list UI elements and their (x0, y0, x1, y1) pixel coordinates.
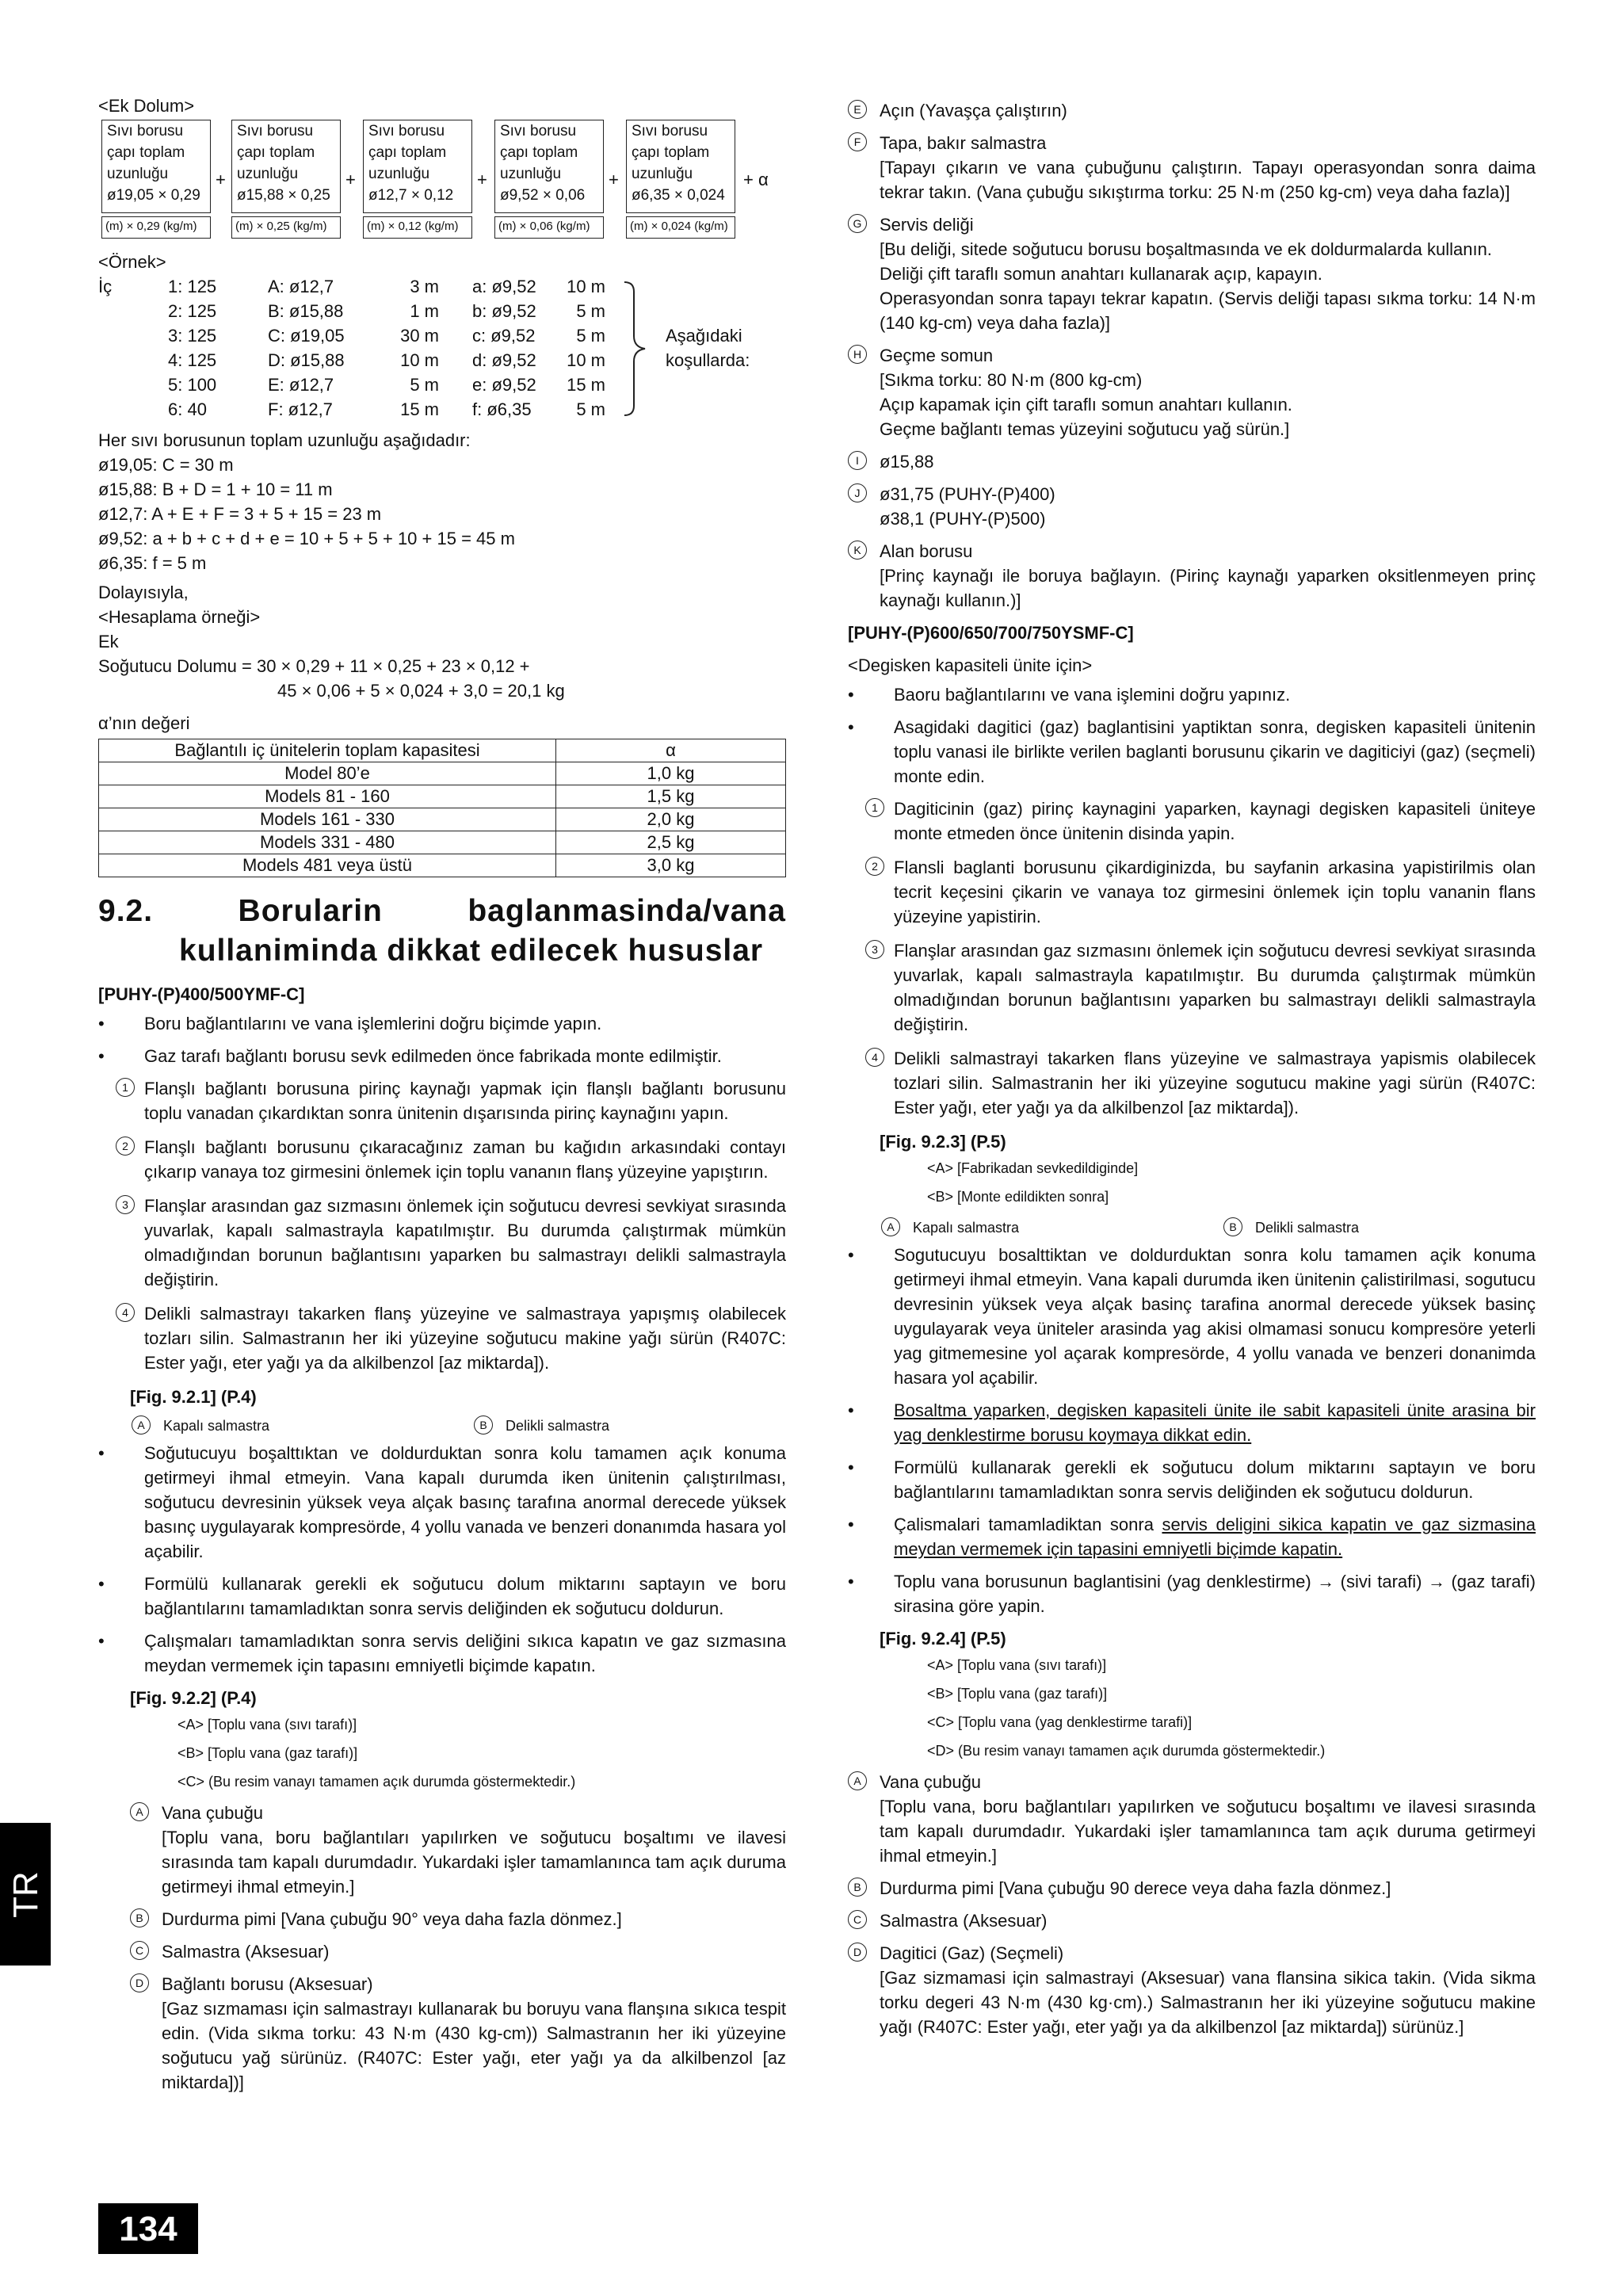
list-item: 1 Dagiticinin (gaz) pirinç kaynagini yaparken, kaynagi degisken kapasiteli üniteye monte etmeden önce ünitenin disinda yapin. (848, 797, 1536, 846)
ek-box-2: Sıvı borusu çapı toplam uzunluğu ø15,88 × 0,25 (231, 120, 341, 213)
ek-box-3: Sıvı borusu çapı toplam uzunluğu ø12,7 × 0,12 (363, 120, 472, 213)
ornek-heading: <Örnek> (98, 252, 166, 272)
list-item: 3 Flanşlar arasından gaz sızmasını önlemek için soğutucu devresi sevkiyat sırasında yuvarlak, kapalı salmastrayla kapatılmıştır. Bu durumda çalıştırmak mümkün olmadığından borunun bağlantısını yaparken bu salmastrayı delikli salmastrayla değiştirin. (848, 938, 1536, 1037)
list-item: • Baoru bağlantılarını ve vana işlemini doğru yapınız. (848, 682, 1536, 707)
ek-dolum-formula: Sıvı borusu çapı toplam uzunluğu ø19,05 × 0,29 (m) × 0,29 (kg/m) + Sıvı borusu çapı toplam uzunluğu ø15,88 × 0,25 (m) × 0,25 (kg/m) + Sıvı borusu çapı toplam uzunluğu ø12,7 × 0,12 (m) × 0,12 (kg/m) + Sıvı borusu çapı toplam uzunluğu ø9,52 × 0,06 (m) × 0,06 (kg/m) + Sıvı borusu çapı toplam uzunluğu ø6,35 × 0,024 (m) × 0,024 (kg/m) + α (98, 120, 786, 239)
key-item: J ø31,75 (PUHY-(P)400) ø38,1 (PUHY-(P)500) (848, 482, 1536, 531)
fig-legend: A Kapalı salmastra B Delikli salmastra (848, 1211, 1536, 1238)
list-item: • Çalismalari tamamladiktan sonra servis deligini sikica kapatin ve gaz sizmasina meydan vermemek için tapasini emniyetli biçimde kapatin. (848, 1512, 1536, 1561)
key-item: H Geçme somun [Sıkma torku: 80 N·m (800 kg-cm) Açıp kapamak için çift taraflı somun anahtarı kullanın. Geçme bağlantı temas yüzeyini soğutucu yağ sürün.] (848, 343, 1536, 441)
alpha-table: Bağlantılı iç ünitelerin toplam kapasitesi α Model 80’e 1,0 kg Models 81 - 160 1,5 kg Models 161 - 330 2,0 kg Models 331 - 480 2,5 kg Models 481 veya üstü 3,0 kg (98, 739, 786, 877)
list-item: • Asagidaki dagitici (gaz) baglantisini yaptiktan sonra, degisken kapasiteli ünitenin toplu vanasi ile birlikte verilen baglanti borusunu çikarin ve dagiticiyi (gaz) (seçmeli) monte edin. (848, 715, 1536, 789)
right-column: E Açın (Yavaşça çalıştırın) F Tapa, bakır salmastra [Tapayı çıkarın ve vana çubuğunu çalıştırın. Tapayı operasyondan sonra daima tekrar takın. (Vana çubuğu sıkıştırma torku: 25 N·m (250 kg-cm) veya daha fazla)] G Servis deliği [Bu deliği, sitede soğutucu borusu boşaltmasında ve ek doldurmalarda kullanın. Deliği çift taraflı somun anahtarı kullanarak açıp, kapayın. Operasyondan sonra tapayı tekrar kapatın. (Servis deliği tapası sıkma torku: 14 N·m (140 kg-cm) veya daha fazla)] H Geçme somun [Sıkma torku: 80 N·m (800 kg-cm) Açıp kapamak için çift taraflı somun anahtarı kullanın. Geçme bağlantı temas yüzeyini soğutucu yağ sürün.] I ø15,88 J ø31,75 (PUHY-(P)400) ø38,1 (PUHY-(P)500) K Alan borusu [Prinç kaynağı ile boruya bağlayın. (Pirinç kaynağı yaparken oksitlenmeyen prinç kaynağı kullanın.)] [PUHY-(P)600/650/700/750YSMF-C] <Degisken kapasiteli ünite için> • Baoru bağlantılarını ve vana işlemini doğru yapınız. • Asagidaki dagitici (gaz) baglantisini yaptiktan sonra, degisken kapasiteli ünitenin toplu vanasi ile birlikte verilen baglanti borusunu çikarin ve dagiticiyi (gaz) (seçmeli) monte edin. 1 Dagiticinin (gaz) pirinç kaynagini yaparken, kaynagi degisken kapasiteli üniteye monte etmeden önce ünitenin disinda yapin. 2 Flansli baglanti borusunu çikardiginizda, bu sayfanin arkasina yapistirilmis olan tecrit keçesini çikarin ve vanaya toz girmesini önlemek için toplu vananin flans yüzeyine yapistirin. 3 Flanşlar arasından gaz sızmasını önlemek için soğutucu devresi sevkiyat sırasında yuvarlak, kapalı salmastrayla kapatılmıştır. Bu durumda çalıştırmak mümkün olmadığından borunun bağlantısını yaparken bu salmastrayı delikli salmastrayla değiştirin. 4 Delikli salmastrayi takarken flans yüzeyine ve salmastraya yapismis olabilecek tozlari silin. Salmastranin her iki yüzeyine sogutucu makine yagi sürün (R407C: Ester yağı, eter yağı ya da alkilbenzol [az miktarda]). [Fig. 9.2.3] (P.5) <A> [Fabrikadan sevkedildiginde] <B> [Monte edildikten sonra] A Kapalı salmastra B Delikli salmastra • Sogutucuyu bosalttiktan ve doldurduktan sonra kolu tamamen açik konuma getirmeyi ihmal etmeyin. Vana kapali durumda iken ünitenin çalistirilmasi, sogutucu devresinin yüksek veya alçak basinç tarafina anormal derecede yüksek basinç uygulayarak veya üniteler arasinda yag akisi olmamasi sonucu kompresöre yeterli yag gitmemesine yol açarak kompresörde, 4 yollu vanada ve benzeri donanimda hasara yol açabilir. • Bosaltma yaparken, degisken kapasiteli ünite ile sabit kapasiteli ünite arasina bir yag denklestirme borusu koymaya dikkat edin. • Formülü kullanarak gerekli ek soğutucu dolum miktarını saptayın ve boru bağlantılarını tamamladıktan sonra servis deliğinden ek soğutucu doldurun. • Çalismalari tamamladiktan sonra servis deligini sikica kapatin ve gaz sizmasina meydan vermemek için tapasini emniyetli biçimde kapatin. • Toplu vana borusunun baglantisini (yag denklestirme) → (sivi tarafi) → (gaz tarafi) sirasina göre yapin. [Fig. 9.2.4] (P.5) <A> [Toplu vana (sıvı tarafı)] <B> [Toplu vana (gaz tarafı)] <C> [Toplu vana (yag denklestirme tarafi)] <D> (Bu resim vanayı tamamen açık durumda göstermektedir.) A Vana çubuğu [Toplu vana, boru bağlantıları yapılırken ve soğutucu boşaltımı ve ilavesi sırasında tam kapalı durumdadır. Yukardaki işler tamamlanınca tam açık duruma getirmeyi ihmal etmeyin.] B Durdurma pimi [Vana çubuğu 90 derece veya daha fazla dönmez.] C Salmastra (Aksesuar) D Dagitici (Gaz) (Seçmeli) [Gaz sizmamasi için salmastrayi (Aksesuar) vana flansina sikica takin. (Vida sikma torku degeri 43 N·m (430 kg·cm).) Salmastranın her iki yüzeyine soğutucu makine yağı (R407C: Ester yağı, eter yağı ya da alkilbenzol [az miktarda]) sürünüz.] (848, 94, 1536, 2047)
key-item: K Alan borusu [Prinç kaynağı ile boruya bağlayın. (Pirinç kaynağı yaparken oksitlenmeyen prinç kaynağı kullanın.)] (848, 539, 1536, 613)
ek-box-1: Sıvı borusu çapı toplam uzunluğu ø19,05 × 0,29 (101, 120, 211, 213)
key-item: F Tapa, bakır salmastra [Tapayı çıkarın ve vana çubuğunu çalıştırın. Tapayı operasyondan sonra daima tekrar takın. (Vana çubuğu sıkıştırma torku: 25 N·m (250 kg-cm) veya daha fazla)] (848, 131, 1536, 204)
ek-unit-1: (m) × 0,29 (kg/m) (101, 216, 211, 239)
list-item: 4 Delikli salmastrayi takarken flans yüzeyine ve salmastraya yapismis olabilecek tozlari silin. Salmastranin her iki yüzeyine sogutucu makine yagi sürün (R407C: Ester yağı, eter yağı ya da alkilbenzol [az miktarda]). (848, 1046, 1536, 1120)
ek-box-4: Sıvı borusu çapı toplam uzunluğu ø9,52 × 0,06 (494, 120, 604, 213)
key-item: B Durdurma pimi [Vana çubuğu 90 derece veya daha fazla dönmez.] (848, 1876, 1536, 1901)
fig-ref: [Fig. 9.2.3] (P.5) (880, 1132, 1006, 1152)
list-item: 3 Flanşlar arasından gaz sızmasını önlemek için soğutucu devresi sevkiyat sırasında yuvarlak, kapalı salmastrayla kapatılmıştır. Bu durumda çalıştırmak mümkün olmadığından borunun bağlantısını yaparken bu salmastrayı delikli salmastrayla değiştirin. (98, 1194, 786, 1292)
fig-legend: A Kapalı salmastra B Delikli salmastra (98, 1409, 786, 1436)
list-item: • Boru bağlantılarını ve vana işlemlerini doğru biçimde yapın. (98, 1011, 786, 1036)
key-item: B Durdurma pimi [Vana çubuğu 90° veya daha fazla dönmez.] (130, 1907, 786, 1931)
list-item: 1 Flanşlı bağlantı borusuna pirinç kaynağı yapmak için flanşlı bağlantı borusunu toplu vanadan çıkardıktan sonra ünitenin dışarısında pirinç kaynağını yapın. (98, 1076, 786, 1125)
left-column: <Ek Dolum> Sıvı borusu çapı toplam uzunluğu ø19,05 × 0,29 (m) × 0,29 (kg/m) + Sıvı borusu çapı toplam uzunluğu ø15,88 × 0,25 (m) × 0,25 (kg/m) + Sıvı borusu çapı toplam uzunluğu ø12,7 × 0,12 (m) × 0,12 (kg/m) + Sıvı borusu çapı toplam uzunluğu ø9,52 × 0,06 (m) × 0,06 (kg/m) + Sıvı borusu çapı toplam uzunluğu ø6,35 × 0,024 (m) × 0,024 (kg/m) + α <Örnek> İç 1: 125 A: ø12,7 3 m a: ø9,52 10 m 2: 125 B: ø15,88 1 m b: ø9,52 5 m 3: 125 C: ø19,05 30 m c: ø9,52 5 m 4: 125 D: ø15,88 10 m d: ø9,52 10 m 5: 100 E: ø12,7 5 m e: ø9,52 15 m 6: 40 F: ø12,7 15 m f: ø6,35 5 m Aşağıdaki koşullarda: Her sıvı borusunun toplam uzunluğu aşağıdadır: ø19,05: C = 30 m ø15,88: B + D = 1 + 10 = 11 m ø12,7: A + E + F = 3 + 5 + 15 = 23 m ø9,52: a + b + c + d + e = 10 + 5 + 5 + 10 + 15 = 45 m ø6,35: f = 5 m Dolayısıyla, <Hesaplama örneği> Ek Soğutucu Dolumu = 30 × 0,29 + 11 × 0,25 + 23 × 0,12 + 45 × 0,06 + 5 × 0,024 + 3,0 = 20,1 kg α’nın değeri Bağlantılı iç ünitelerin toplam kapasitesi α Model 80’e 1,0 kg Models 81 - 160 1,5 kg Models 161 - 330 2,0 kg Models 331 - 480 2,5 kg Models 481 veya üstü 3,0 kg 9.2. Borularin baglanmasinda/vana kullaniminda dikkat edilecek hususlar [PUHY-(P)400/500YMF-C] • Boru bağlantılarını ve vana işlemlerini doğru biçimde yapın. • Gaz tarafı bağlantı borusu sevk edilmeden önce fabrikada monte edilmiştir. 1 Flanşlı bağlantı borusuna pirinç kaynağı yapmak için flanşlı bağlantı borusunu toplu vanadan çıkardıktan sonra ünitenin dışarısında pirinç kaynağını yapın. 2 Flanşlı bağlantı borusunu çıkaracağınız zaman bu kağıdın arkasındaki contayı çıkarıp vanaya toz girmesini önlemek için toplu vananın flanş yüzeyine yapıştırın. 3 Flanşlar arasından gaz sızmasını önlemek için soğutucu devresi sevkiyat sırasında yuvarlak, kapalı salmastrayla kapatılmıştır. Bu durumda çalıştırmak mümkün olmadığından borunun bağlantısını yaparken bu salmastrayı delikli salmastrayla değiştirin. 4 Delikli salmastrayı takarken flanş yüzeyine ve salmastraya yapışmış olabilecek tozları silin. Salmastranın her iki yüzeyine soğutucu makine yağı sürün (R407C: Ester yağı, eter yağı ya da alkilbenzol [az miktarda]). [Fig. 9.2.1] (P.4) A Kapalı salmastra B Delikli salmastra • Soğutucuyu boşalttıktan ve doldurduktan sonra kolu tamamen açık konuma getirmeyi ihmal etmeyin. Vana kapalı durumda iken ünitenin çalıştırılması, soğutucu devresinin yüksek veya alçak basınç tarafına anormal derecede yüksek basınç uygulayarak kompresörde, 4 yollu vanada ve benzeri donanımda hasara yol açabilir. • Formülü kullanarak gerekli ek soğutucu dolum miktarını saptayın ve boru bağlantılarını tamamladıktan sonra servis deliğinden ek soğutucu doldurun. • Çalışmaları tamamladıktan sonra servis deliğini sıkıca kapatın ve gaz sızmasına meydan vermemek için tapasını emniyetli biçimde kapatın. [Fig. 9.2.2] (P.4) <A> [Toplu vana (sıvı tarafı)] <B> [Toplu vana (gaz tarafı)] <C> (Bu resim vanayı tamamen açık durumda göstermektedir.) A Vana çubuğu [Toplu vana, boru bağlantıları yapılırken ve soğutucu boşaltımı ve ilavesi sırasında tam kapalı durumdadır. Yukardaki işler tamamlanınca tam açık duruma getirmeyi ihmal etmeyin.] B Durdurma pimi [Vana çubuğu 90° veya daha fazla dönmez.] C Salmastra (Aksesuar) D Bağlantı borusu (Aksesuar) [Gaz sızmaması için salmastrayı kullanarak bu boruyu vana flanşına sıkıca tespit edin. (Vida sıkma torku: 43 N·m (430 kg-cm)) Salmastranın her iki yüzeyine soğutucu yağ sürünüz. (R407C: Ester yağı, eter yağı ya da alkilbenzol [az miktarda])] (98, 94, 786, 2103)
language-tab: TR (0, 1823, 51, 1966)
key-item: A Vana çubuğu [Toplu vana, boru bağlantıları yapılırken ve soğutucu boşaltımı ve ilavesi sırasında tam kapalı durumdadır. Yukardaki işler tamamlanınca tam açık duruma getirmeyi ihmal etmeyin.] (130, 1801, 786, 1899)
key-item: C Salmastra (Aksesuar) (130, 1939, 786, 1964)
list-item: 4 Delikli salmastrayı takarken flanş yüzeyine ve salmastraya yapışmış olabilecek tozları silin. Salmastranın her iki yüzeyine soğutucu makine yağı sürün (R407C: Ester yağı, eter yağı ya da alkilbenzol [az miktarda]). (98, 1301, 786, 1375)
list-item: • Çalışmaları tamamladıktan sonra servis deliğini sıkıca kapatın ve gaz sızmasına meydan vermemek için tapasını emniyetli biçimde kapatın. (98, 1629, 786, 1678)
key-item: A Vana çubuğu [Toplu vana, boru bağlantıları yapılırken ve soğutucu boşaltımı ve ilavesi sırasında tam kapalı durumdadır. Yukardaki işler tamamlanınca tam açık duruma getirmeyi ihmal etmeyin.] (848, 1770, 1536, 1868)
model-heading-right: [PUHY-(P)600/650/700/750YSMF-C] (848, 623, 1134, 643)
ek-unit-2: (m) × 0,25 (kg/m) (231, 216, 341, 239)
list-item: • Soğutucuyu boşalttıktan ve doldurduktan sonra kolu tamamen açık konuma getirmeyi ihmal etmeyin. Vana kapalı durumda iken ünitenin çalıştırılması, soğutucu devresinin yüksek veya alçak basınç tarafına anormal derecede yüksek basınç uygulayarak kompresörde, 4 yollu vanada ve benzeri donanımda hasara yol açabilir. (98, 1441, 786, 1564)
fig-ref: [Fig. 9.2.4] (P.5) (880, 1629, 1006, 1648)
list-item: • Formülü kullanarak gerekli ek soğutucu dolum miktarını saptayın ve boru bağlantılarını tamamladıktan sonra servis deliğinden ek soğutucu doldurun. (98, 1572, 786, 1621)
ek-unit-5: (m) × 0,024 (kg/m) (626, 216, 735, 239)
key-item: D Bağlantı borusu (Aksesuar) [Gaz sızmaması için salmastrayı kullanarak bu boruyu vana flanşına sıkıca tespit edin. (Vida sıkma torku: 43 N·m (430 kg-cm)) Salmastranın her iki yüzeyine soğutucu yağ sürünüz. (R407C: Ester yağı, eter yağı ya da alkilbenzol [az miktarda])] (130, 1972, 786, 2095)
list-item: • Toplu vana borusunun baglantisini (yag denklestirme) → (sivi tarafi) → (gaz tarafi) sirasina göre yapin. (848, 1569, 1536, 1618)
key-item: I ø15,88 (848, 449, 1536, 474)
curly-brace (621, 281, 653, 417)
key-item: G Servis deliği [Bu deliği, sitede soğutucu borusu boşaltmasında ve ek doldurmalarda kullanın. Deliği çift taraflı somun anahtarı kullanarak açıp, kapayın. Operasyondan sonra tapayı tekrar kapatın. (Servis deliği tapası sıkma torku: 14 N·m (140 kg-cm) veya daha fazla)] (848, 212, 1536, 335)
model-heading-left: [PUHY-(P)400/500YMF-C] (98, 984, 305, 1004)
calculation: Her sıvı borusunun toplam uzunluğu aşağıdadır: ø19,05: C = 30 m ø15,88: B + D = 1 + 10 = 11 m ø12,7: A + E + F = 3 + 5 + 15 = 23 m ø9,52: a + b + c + d + e = 10 + 5 + 5 + 10 + 15 = 45 m ø6,35: f = 5 m Dolayısıyla, <Hesaplama örneği> Ek Soğutucu Dolumu = 30 × 0,29 + 11 × 0,25 + 23 × 0,12 + 45 × 0,06 + 5 × 0,024 + 3,0 = 20,1 kg α’nın değeri (98, 428, 786, 735)
list-item: • Sogutucuyu bosalttiktan ve doldurduktan sonra kolu tamamen açik konuma getirmeyi ihmal etmeyin. Vana kapali durumda iken ünitenin çalistirilmasi, sogutucu devresinin yüksek veya alçak basinç tarafina anormal derecede yüksek basinç uygulayarak veya üniteler arasinda yag akisi olmamasi sonucu kompresöre yeterli yag gitmemesine yol açarak kompresörde, 4 yollu vanada ve benzeri donanimda hasara yol açabilir. (848, 1243, 1536, 1390)
section-title: 9.2. Borularin baglanmasinda/vana kullaniminda dikkat edilecek hususlar (98, 894, 786, 968)
list-item: • Formülü kullanarak gerekli ek soğutucu dolum miktarını saptayın ve boru bağlantılarını tamamladıktan sonra servis deliğinden ek soğutucu doldurun. (848, 1455, 1536, 1504)
key-item: D Dagitici (Gaz) (Seçmeli) [Gaz sizmamasi için salmastrayi (Aksesuar) vana flansina sikica takin. (Vida sikma torku degeri 43 N·m (430 kg·cm).) Salmastranın her iki yüzeyine soğutucu makine yağı (R407C: Ester yağı, eter yağı ya da alkilbenzol [az miktarda]) sürünüz.] (848, 1941, 1536, 2039)
fig-ref: [Fig. 9.2.1] (P.4) (130, 1387, 257, 1407)
list-item: 2 Flansli baglanti borusunu çikardiginizda, bu sayfanin arkasina yapistirilmis olan tecrit keçesini çikarin ve vanaya toz girmesini önlemek için toplu vananin flans yüzeyine yapistirin. (848, 855, 1536, 929)
fig-ref: [Fig. 9.2.2] (P.4) (130, 1688, 257, 1708)
key-item: E Açın (Yavaşça çalıştırın) (848, 98, 1536, 123)
key-item: C Salmastra (Aksesuar) (848, 1908, 1536, 1933)
ek-box-5: Sıvı borusu çapı toplam uzunluğu ø6,35 × 0,024 (626, 120, 735, 213)
ek-dolum-heading: <Ek Dolum> (98, 96, 195, 116)
page-number: 134 (98, 2203, 198, 2254)
list-item: • Bosaltma yaparken, degisken kapasiteli ünite ile sabit kapasiteli ünite arasina bir yag denklestirme borusu koymaya dikkat edin. (848, 1398, 1536, 1447)
list-item: 2 Flanşlı bağlantı borusunu çıkaracağınız zaman bu kağıdın arkasındaki contayı çıkarıp vanaya toz girmesini önlemek için toplu vananın flanş yüzeyine yapıştırın. (98, 1135, 786, 1184)
list-item: • Gaz tarafı bağlantı borusu sevk edilmeden önce fabrikada monte edilmiştir. (98, 1044, 786, 1068)
ek-unit-3: (m) × 0,12 (kg/m) (363, 216, 472, 239)
ek-unit-4: (m) × 0,06 (kg/m) (494, 216, 604, 239)
alpha-title: α’nın değeri (98, 713, 190, 733)
sub-heading: <Degisken kapasiteli ünite için> (848, 655, 1093, 675)
example-table: İç 1: 125 A: ø12,7 3 m a: ø9,52 10 m 2: 125 B: ø15,88 1 m b: ø9,52 5 m 3: 125 C: ø19,05 30 m c: ø9,52 5 m 4: 125 D: ø15,88 10 m d: ø9,52 10 m 5: 100 E: ø12,7 5 m e: ø9,52 15 m 6: 40 F: ø12,7 15 m f: ø6,35 5 m Aşağıdaki koşullarda: (98, 277, 750, 419)
